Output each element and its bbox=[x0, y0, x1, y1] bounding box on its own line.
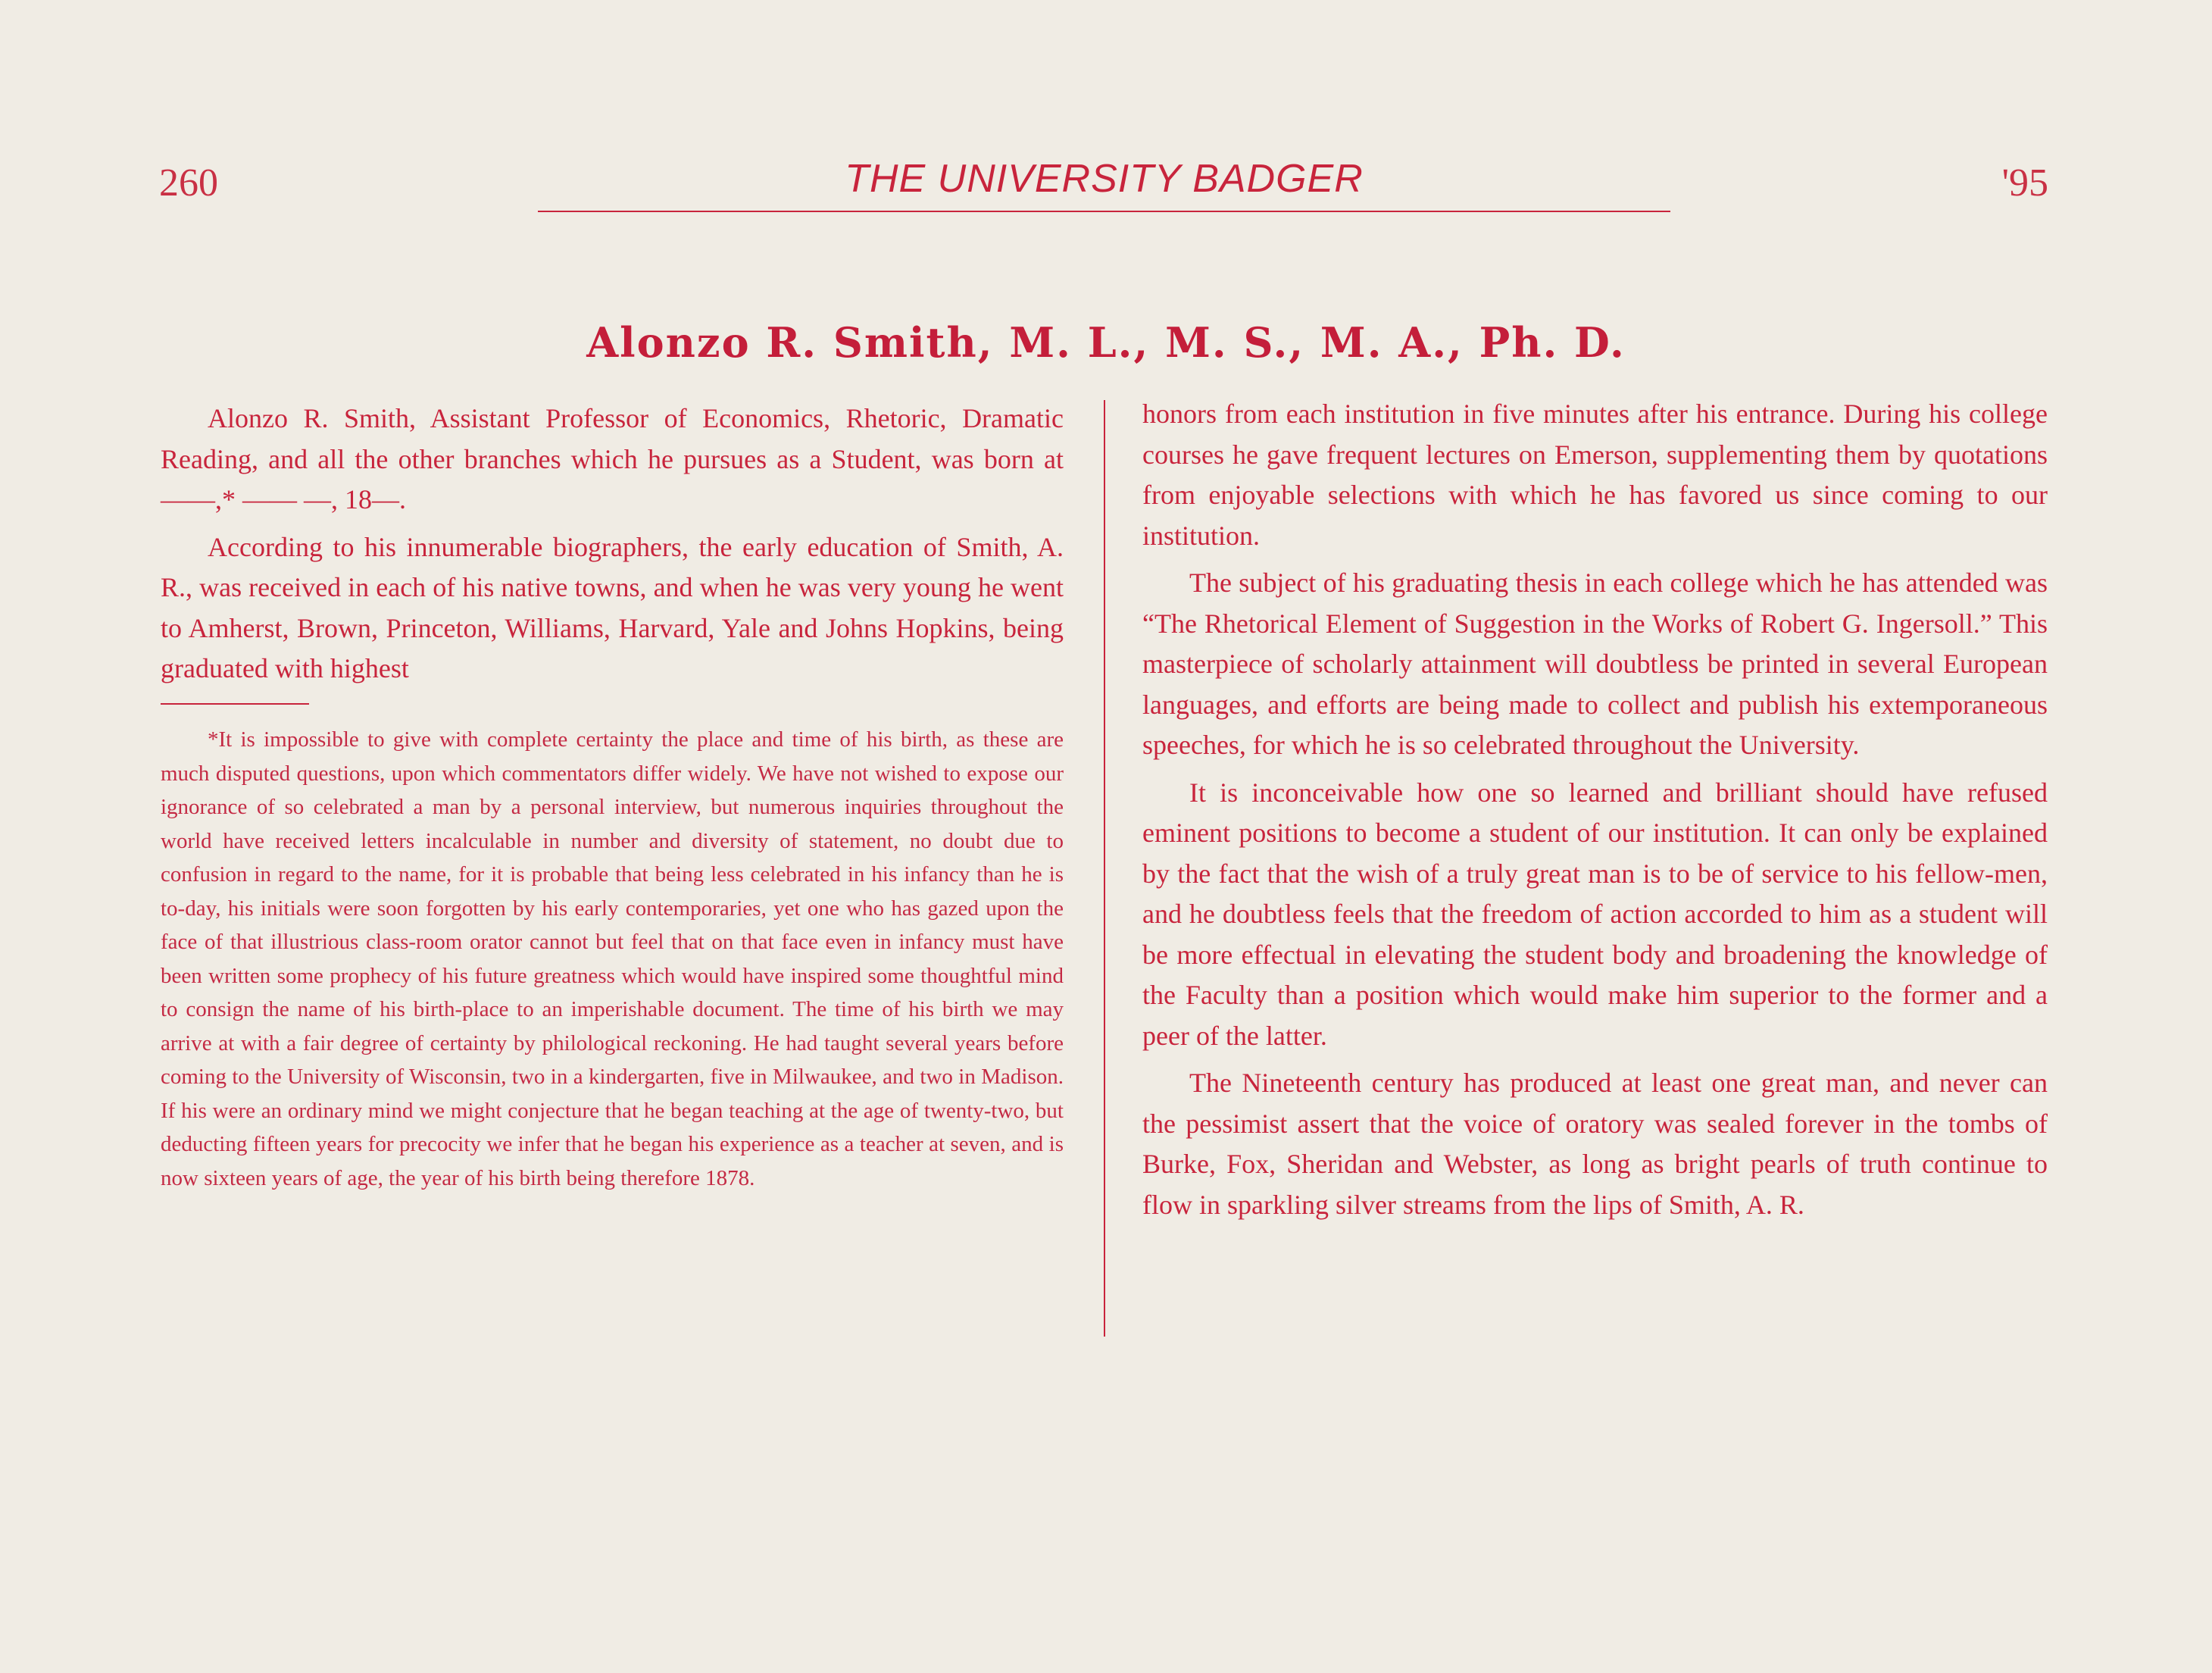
paragraph: Alonzo R. Smith, Assistant Professor of Economics, Rhetoric, Dramatic Reading, and all the other branches which he pursues as a Student, was born at ——,* —— —, 18—. bbox=[161, 403, 1064, 514]
left-column bbox=[161, 399, 1064, 696]
article-title: Alonzo R. Smith, M. L., M. S., M. A., Ph. D. bbox=[586, 318, 1626, 367]
paragraph: According to his innumerable biographers, the early education of Smith, A. R., was received in each of his native towns, and when he was very young he went to Amherst, Brown, Princeton, Williams, Harvard, Yale and Johns Hopkins, being graduated with highest bbox=[161, 531, 1064, 683]
footnote-text: *It is impossible to give with complete certainty the place and time of his birth, as these are much disputed questions, upon which commentators differ widely. We have not wished to expose our ignorance of so celebrated a man by a personal interview, but numerous inquiries throughout the world have received letters incalculable in number and diversity of statement, no doubt due to confusion in regard to the name, for it is probable that being less celebrated in his infancy than he is to-day, his initials were soon forgotten by his early contemporaries, yet one who has gazed upon the face of that illustrious class-room orator cannot but feel that on that face even in infancy must have been written some prophecy of his future greatness which would have inspired some thoughtful mind to consign the name of his birth-place to an imperishable document. The time of his birth we may arrive at with a fair degree of certainty by philological reckoning. He had taught several years before coming to the University of Wisconsin, two in a kindergarten, five in Milwaukee, and two in Madison. If his were an ordinary mind we might conjecture that he began teaching at the age of twenty-two, but deducting fifteen years for precocity we infer that he began his experience as a teacher at seven, and is now sixteen years of age, the year of his birth being therefore 1878. bbox=[161, 727, 1064, 1190]
paragraph: The subject of his graduating thesis in each college which he has attended was “The Rhetorical Element of Suggestion in the Works of Robert G. Ingersoll.” This masterpiece of scholarly attainment will doubtless be printed in several European languages, and efforts are being made to collect and publish his extemporaneous speeches, for which he is so celebrated throughout the University. bbox=[1142, 568, 2048, 760]
year-mark: '95 bbox=[2001, 161, 2048, 205]
paragraph: honors from each institution in five minutes after his entrance. During his college courses he gave frequent lectures on Emerson, supplementing them by quotations from enjoyable selections with which he has favored us since coming to our institution. bbox=[1142, 399, 2048, 551]
footnote bbox=[161, 723, 1064, 1195]
page-number: 260 bbox=[159, 161, 218, 205]
paragraph: It is inconceivable how one so learned and brilliant should have refused eminent positions to become a student of our institution. It can only be explained by the fact that the wish of a truly great man is to be of service to his fellow-men, and he doubtless feels that the freedom of action accorded to him as a student will be more effectual in elevating the student body and broadening the knowledge of the Faculty than a position which would make him superior to the former and a peer of the latter. bbox=[1142, 777, 2048, 1051]
column-divider bbox=[1104, 400, 1105, 1337]
running-title: THE UNIVERSITY BADGER bbox=[845, 157, 1364, 201]
paragraph: The Nineteenth century has produced at least one great man, and never can the pessimist assert that the voice of oratory was sealed forever in the tombs of Burke, Fox, Sheridan and Webster, as long as bright pearls of truth continue to flow in sparkling silver streams from the lips of Smith, A. R. bbox=[1142, 1068, 2048, 1220]
header-rule bbox=[538, 211, 1670, 212]
footnote-rule bbox=[161, 703, 309, 705]
right-column bbox=[1142, 394, 2048, 1232]
